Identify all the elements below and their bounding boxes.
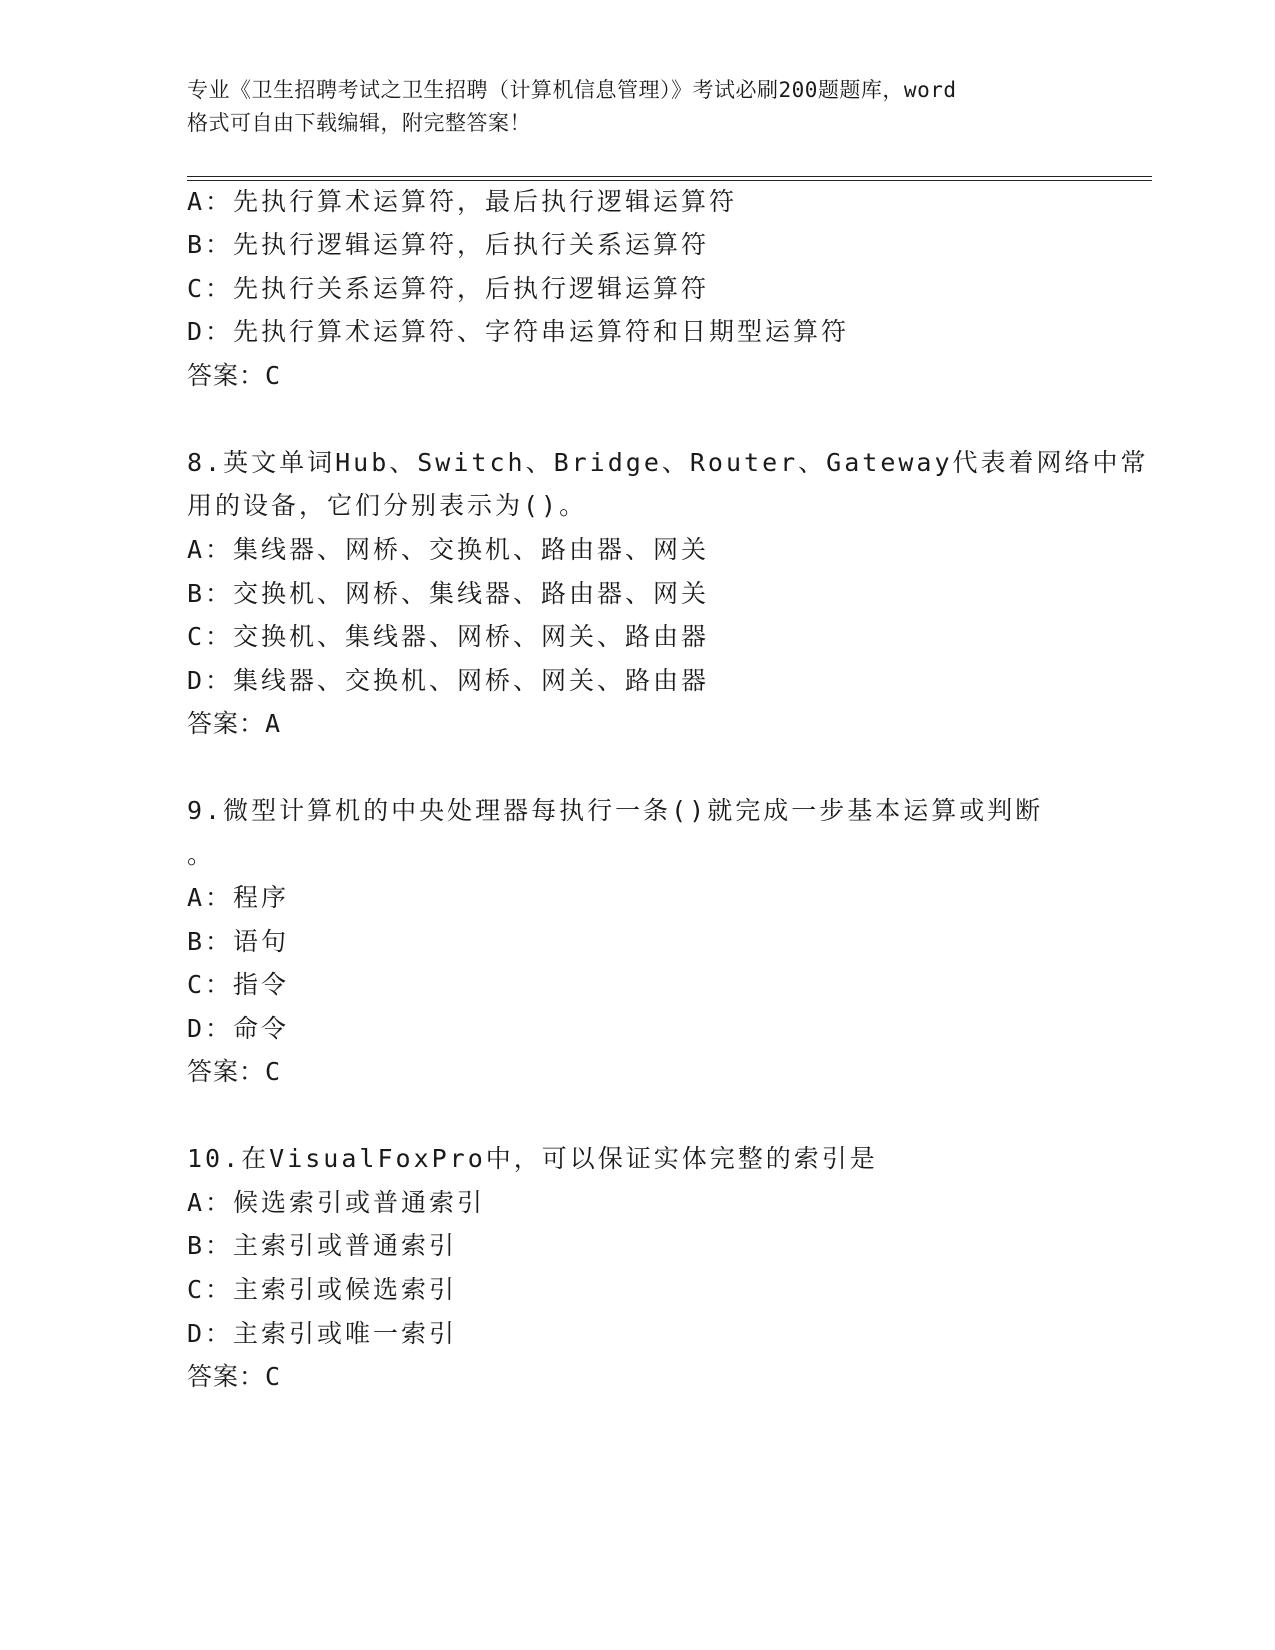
q8-answer: 答案：A <box>187 709 282 738</box>
q8-stem-line-2: 用的设备，它们分别表示为()。 <box>187 491 588 520</box>
header-divider <box>187 176 1152 181</box>
q8-option-c: C：交换机、集线器、网桥、网关、路由器 <box>187 622 710 651</box>
q9-stem-line-2: 。 <box>187 840 216 869</box>
header-line-2: 格式可自由下载编辑，附完整答案！ <box>187 111 531 135</box>
q7-option-d: D：先执行算术运算符、字符串运算符和日期型运算符 <box>187 317 850 346</box>
q9-option-b: B：语句 <box>187 927 290 956</box>
q9-option-a: A：程序 <box>187 883 290 912</box>
q8-option-a: A：集线器、网桥、交换机、路由器、网关 <box>187 535 710 564</box>
q8-option-b: B：交换机、网桥、集线器、路由器、网关 <box>187 579 710 608</box>
q7-option-b: B：先执行逻辑运算符，后执行关系运算符 <box>187 230 710 259</box>
q7-option-a: A：先执行算术运算符，最后执行逻辑运算符 <box>187 187 738 216</box>
q7-option-c: C：先执行关系运算符，后执行逻辑运算符 <box>187 274 710 303</box>
q10-option-a: A：候选索引或普通索引 <box>187 1188 486 1217</box>
q9-option-c: C：指令 <box>187 970 290 999</box>
q9-stem-line-1: 9.微型计算机的中央处理器每执行一条()就完成一步基本运算或判断 <box>187 796 1044 825</box>
q8-stem-line-1: 8.英文单词Hub、Switch、Bridge、Router、Gateway代表着网络中常 <box>187 448 1149 477</box>
q9-answer: 答案：C <box>187 1057 282 1086</box>
q7-answer: 答案：C <box>187 361 282 390</box>
q10-option-c: C：主索引或候选索引 <box>187 1275 458 1304</box>
q10-option-b: B：主索引或普通索引 <box>187 1231 458 1260</box>
header-line-1: 专业《卫生招聘考试之卫生招聘（计算机信息管理）》考试必刷200题题库，word <box>187 78 957 102</box>
document-header <box>187 74 1087 140</box>
q10-answer: 答案：C <box>187 1362 282 1391</box>
q8-option-d: D：集线器、交换机、网桥、网关、路由器 <box>187 666 710 695</box>
q10-option-d: D：主索引或唯一索引 <box>187 1319 458 1348</box>
q9-option-d: D：命令 <box>187 1014 290 1043</box>
q10-stem-line-1: 10.在VisualFoxPro中，可以保证实体完整的索引是 <box>187 1144 878 1173</box>
